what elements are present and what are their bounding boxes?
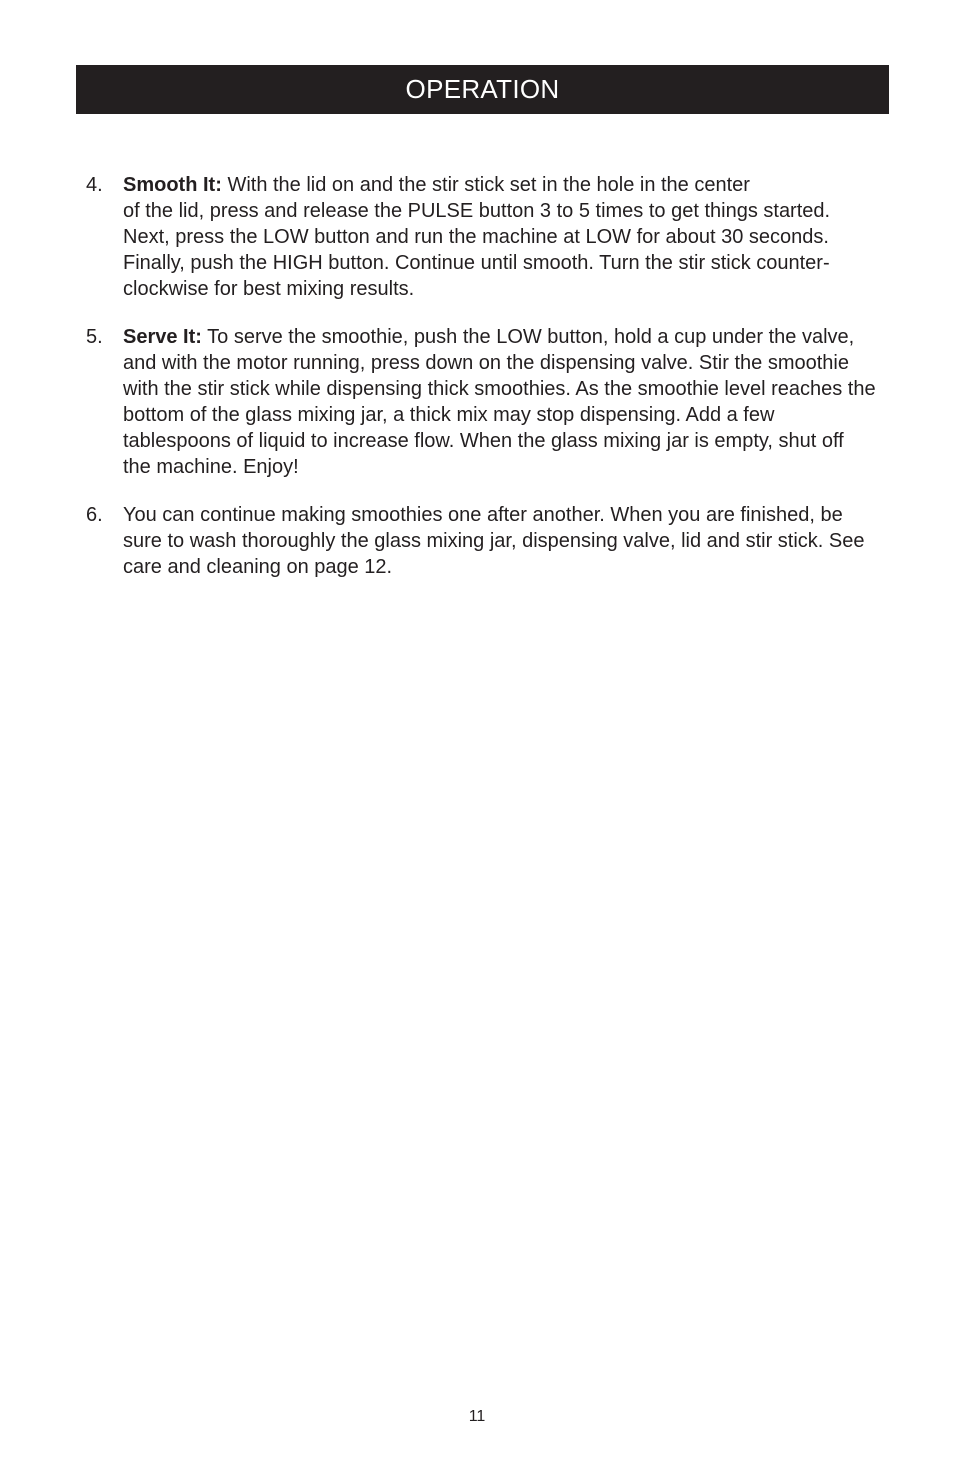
- step-lead: Smooth It:: [123, 174, 222, 196]
- step-text: To serve the smoothie, push the LOW button, hold a cup under the valve, and with the motor running, press down on the dispensing valve. Stir the smoothie with the stir stick while dispensing thick smoothies. As the smoothie level reaches the bottom of the glass mixing jar, a thick mix may stop dispensing. Add a few tablespoons of liquid to increase flow. When the glass mixing jar is empty, shut off the machine. Enjoy!: [123, 326, 876, 478]
- section-title: OPERATION: [405, 74, 560, 104]
- step-body: [123, 172, 876, 302]
- section-header-bar: [76, 65, 889, 114]
- instruction-step-4: [86, 172, 876, 302]
- step-body: [123, 502, 876, 580]
- instruction-step-5: [86, 324, 876, 480]
- step-body: [123, 324, 876, 480]
- instruction-list: [86, 172, 876, 602]
- page-number: 11: [468, 1408, 486, 1425]
- step-text: You can continue making smoothies one after another. When you are finished, be sure to wash thoroughly the glass mixing jar, dispensing valve, lid and stir stick. See care and cleaning on page 12.: [123, 504, 865, 578]
- step-text: With the lid on and the stir stick set in the hole in the center of the lid, press and release the PULSE button 3 to 5 times to get things started. Next, press the LOW button and run the machine at LOW for about 30 seconds. Finally, push the HIGH button. Continue until smooth. Turn the stir stick counter-clockwise for best mixing results.: [123, 174, 831, 300]
- step-number: 5.: [86, 326, 103, 348]
- step-number: 4.: [86, 174, 103, 196]
- step-lead: Serve It:: [123, 326, 202, 348]
- instruction-step-6: [86, 502, 876, 580]
- step-number: 6.: [86, 504, 103, 526]
